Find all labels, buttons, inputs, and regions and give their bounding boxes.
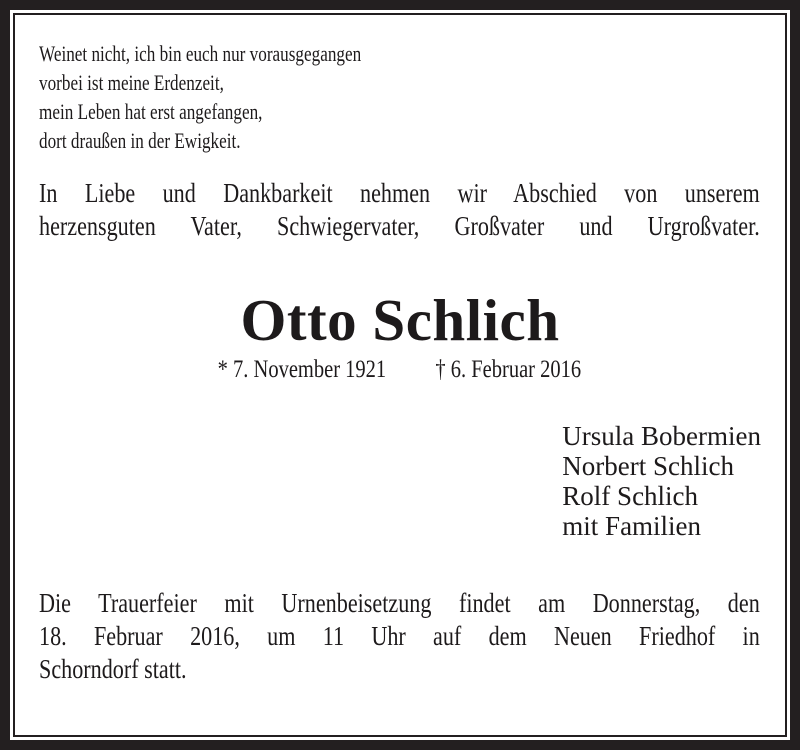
life-dates — [39, 355, 760, 385]
deceased-name: Otto Schlich — [240, 287, 560, 353]
mourners-list — [562, 421, 761, 541]
death-date: † 6. Februar 2016 — [435, 356, 582, 383]
poem-line: dort draußen in der Ewigkeit. — [39, 128, 241, 153]
poem-line: mein Leben hat erst angefangen, — [39, 99, 263, 124]
funeral-line: Die Trauerfeier mit Urnenbeisetzung findet am Donnerstag, den — [39, 588, 760, 618]
intro-line: herzensguten Vater, Schwiegervater, Großvater und Urgroßvater. — [39, 211, 760, 241]
intro-line: In Liebe und Dankbarkeit nehmen wir Abschied von unserem — [39, 178, 760, 208]
birth-date: * 7. November 1921 — [217, 356, 387, 383]
condolence-poem — [39, 39, 361, 155]
intro-paragraph — [39, 177, 760, 243]
mourner-name: Ursula Bobermien — [562, 421, 761, 451]
poem-line: Weinet nicht, ich bin euch nur vorausgegangen — [39, 41, 362, 66]
poem-line: vorbei ist meine Erdenzeit, — [39, 70, 224, 95]
mourner-name: Rolf Schlich — [562, 481, 699, 511]
funeral-line: Schorndorf statt. — [39, 654, 187, 684]
funeral-line: 18. Februar 2016, um 11 Uhr auf dem Neuen Friedhof in — [39, 621, 760, 651]
mourners-suffix: mit Familien — [562, 511, 702, 541]
funeral-announcement — [39, 587, 760, 686]
mourner-name: Norbert Schlich — [562, 451, 734, 481]
obituary-content — [13, 13, 787, 737]
obituary-frame — [10, 10, 790, 740]
